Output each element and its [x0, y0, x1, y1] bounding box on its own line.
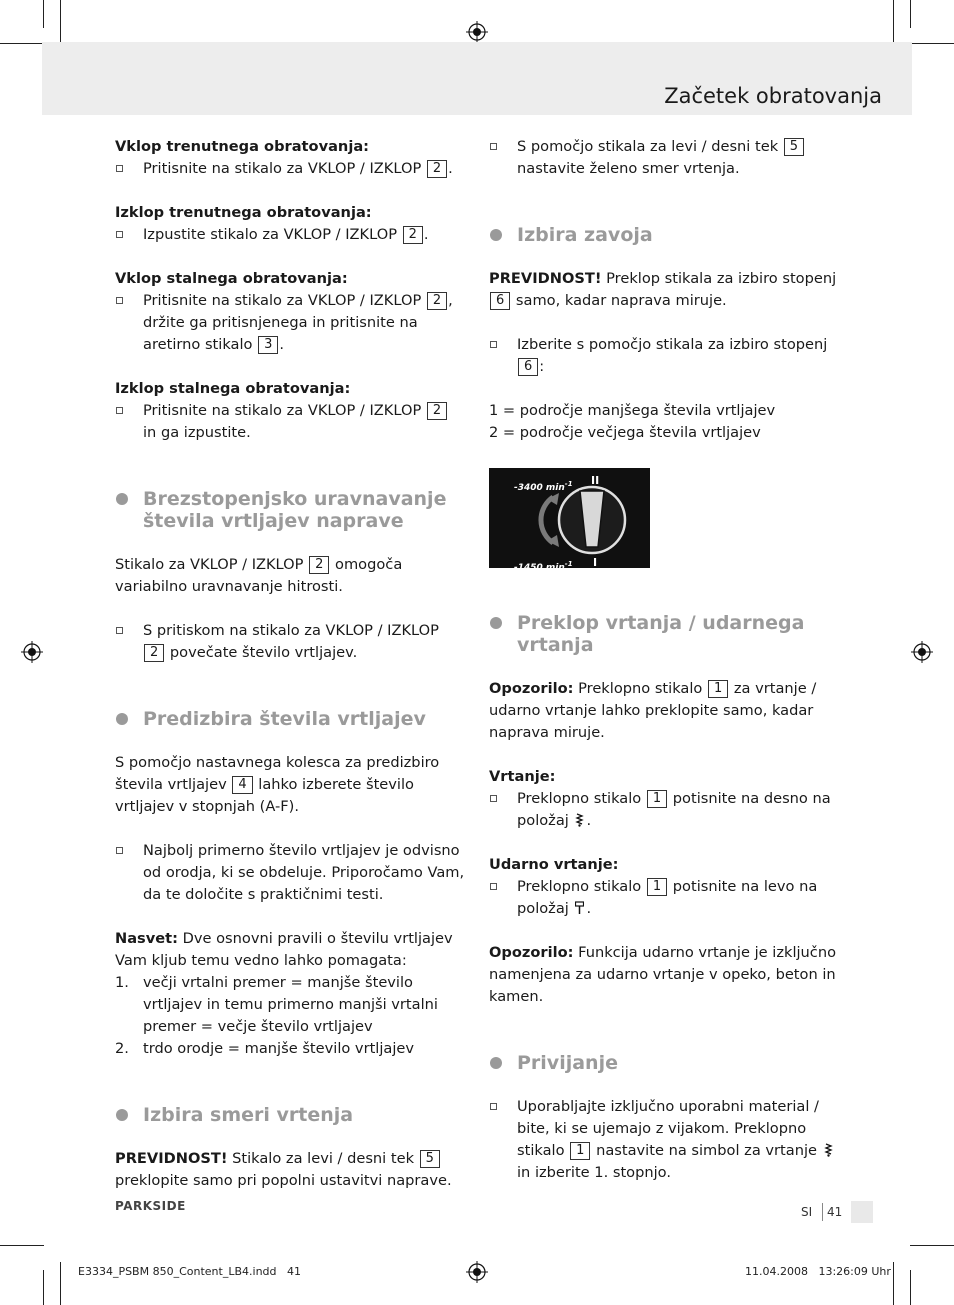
registration-mark-icon [21, 641, 43, 663]
page-title: Začetek obratovanja [664, 84, 882, 108]
crop-mark [60, 0, 61, 44]
figure-mark-top: II [591, 474, 600, 487]
part-number: 2 [427, 160, 447, 178]
footer-divider [822, 1203, 823, 1221]
crop-mark [910, 0, 911, 28]
language-code: SI [801, 1205, 813, 1219]
figure-mark-bottom: I [593, 556, 598, 569]
section-heading: Izbira smeri vrtenja [115, 1104, 465, 1126]
tip-paragraph: Nasvet: Dve osnovni pravili o številu vrtljajev Vam kljub temu vedno lahko pomagata: [115, 930, 453, 969]
section-heading: Privijanje [489, 1052, 841, 1074]
crop-mark [893, 0, 894, 44]
checkbox-bullet-icon [116, 627, 123, 634]
section-heading: Brezstopenjsko uravnavanje števila vrtljajev naprave [115, 488, 465, 532]
print-slug-file: E3334_PSBM 850_Content_LB4.indd 41 [78, 1265, 301, 1278]
section-heading: Predizbira števila vrtljajev [115, 708, 465, 730]
brand-logo: PARKSIDE [115, 1199, 186, 1213]
list-item: Izpustite stikalo za VKLOP / IZKLOP 2 . [115, 224, 465, 246]
drill-bit-icon [575, 813, 584, 827]
gear-selector-figure [489, 468, 650, 573]
checkbox-bullet-icon [116, 231, 123, 238]
crop-mark [910, 1245, 954, 1246]
list-item: Najbolj primerno število vrtljajev je odvisno od orodja, ki se obdeluje. Priporočamo Vam, da te določite s praktičnimi testi. [115, 840, 465, 906]
part-number: 2 [309, 556, 329, 574]
list-item: Preklopno stikalo 1 potisnite na desno na položaj . [489, 788, 841, 832]
crop-mark [910, 43, 954, 44]
checkbox-bullet-icon [490, 341, 497, 348]
crop-mark [60, 1262, 61, 1305]
paragraph: Opozorilo: Preklopno stikalo 1 za vrtanje / udarno vrtanje lahko preklopite samo, kadar naprava miruje. [489, 680, 817, 741]
crop-mark [43, 0, 44, 28]
list-item: Izberite s pomočjo stikala za izbiro stopenj 6 : [489, 334, 841, 378]
paragraph: PREVIDNOST! Preklop stikala za izbiro stopenj 6 samo, kadar naprava miruje. [489, 270, 837, 309]
gear-line: 2 = področje večjega števila vrtljajev [489, 424, 761, 441]
bullet-dot-icon [116, 493, 128, 505]
hammer-icon [575, 901, 584, 915]
section-heading: Preklop vrtanja / udarnega vrtanja [489, 612, 841, 656]
crop-mark [893, 1262, 894, 1305]
subheading: Vklop stalnega obratovanja: [115, 270, 348, 287]
list-item: Pritisnite na stikalo za VKLOP / IZKLOP 2 , držite ga pritisnjenega in pritisnite na aretirno stikalo 3 . [115, 290, 465, 356]
part-number: 6 [490, 292, 510, 310]
part-number: 5 [784, 138, 804, 156]
subheading: Vklop trenutnega obratovanja: [115, 138, 370, 155]
checkbox-bullet-icon [490, 1103, 497, 1110]
crop-mark [0, 1245, 44, 1246]
checkbox-bullet-icon [116, 407, 123, 414]
bullet-dot-icon [490, 229, 502, 241]
registration-mark-icon [911, 641, 933, 663]
footer-tab [851, 1201, 873, 1223]
part-number: 2 [427, 292, 447, 310]
list-item: S pomočjo stikala za levi / desni tek 5 nastavite želeno smer vrtenja. [489, 136, 841, 180]
checkbox-bullet-icon [490, 883, 497, 890]
part-number: 6 [518, 358, 538, 376]
part-number: 1 [708, 680, 728, 698]
subheading: Udarno vrtanje: [489, 856, 619, 873]
crop-mark [0, 43, 44, 44]
drill-bit-icon [824, 1143, 833, 1157]
registration-mark-icon [466, 1261, 488, 1283]
list-item: Pritisnite na stikalo za VKLOP / IZKLOP 2 . [115, 158, 465, 180]
registration-mark-icon [466, 21, 488, 43]
page-number: 41 [827, 1205, 843, 1219]
part-number: 1 [647, 878, 667, 896]
print-slug-date: 11.04.2008 13:26:09 Uhr [745, 1265, 891, 1278]
figure-label-top: -3400 $\min^{-1}$ [514, 480, 573, 493]
crop-mark [43, 1270, 44, 1305]
subheading: Izklop trenutnega obratovanja: [115, 204, 372, 221]
list-item: Preklopno stikalo 1 potisnite na levo na položaj . [489, 876, 841, 920]
right-column [489, 136, 841, 1184]
subheading: Vrtanje: [489, 768, 556, 785]
paragraph: S pomočjo nastavnega kolesca za predizbiro števila vrtljajev 4 lahko izberete število vrtljajev v stopnjah (A-F). [115, 754, 440, 815]
part-number: 3 [258, 336, 278, 354]
subheading: Izklop stalnega obratovanja: [115, 380, 351, 397]
list-item: Uporabljajte izključno uporabni material / bite, ki se ujemajo z vijakom. Preklopno stikalo 1 nastavite na simbol za vrtanje in izberite 1. stopnjo. [489, 1096, 841, 1184]
part-number: 5 [420, 1150, 440, 1168]
part-number: 2 [403, 226, 423, 244]
paragraph: PREVIDNOST! Stikalo za levi / desni tek 5 preklopite samo pri popolni ustavitvi naprave. [115, 1150, 452, 1189]
part-number: 2 [427, 402, 447, 420]
checkbox-bullet-icon [490, 795, 497, 802]
bullet-dot-icon [490, 1057, 502, 1069]
paragraph: Opozorilo: Funkcija udarno vrtanje je izključno namenjena za udarno vrtanje v opeko, beton in kamen. [489, 944, 837, 1005]
figure-label-bottom: -1450 $\min^{-1}$ [514, 560, 573, 573]
bullet-dot-icon [116, 713, 128, 725]
crop-mark [910, 1270, 911, 1305]
part-number: 1 [647, 790, 667, 808]
left-column [115, 136, 465, 1192]
bullet-dot-icon [116, 1109, 128, 1121]
list-item: 1. večji vrtalni premer = manjše število vrtljajev in temu primerno manjši vrtalni premer = večje število vrtljajev [115, 974, 438, 1035]
paragraph: Stikalo za VKLOP / IZKLOP 2 omogoča variabilno uravnavanje hitrosti. [115, 556, 403, 595]
part-number: 4 [232, 776, 252, 794]
checkbox-bullet-icon [116, 297, 123, 304]
bullet-dot-icon [490, 617, 502, 629]
gear-line: 1 = področje manjšega števila vrtljajev [489, 402, 776, 419]
section-heading: Izbira zavoja [489, 224, 841, 246]
part-number: 2 [144, 644, 164, 662]
list-item: Pritisnite na stikalo za VKLOP / IZKLOP 2 in ga izpustite. [115, 400, 465, 444]
checkbox-bullet-icon [116, 847, 123, 854]
checkbox-bullet-icon [490, 143, 497, 150]
gear-dial-icon [535, 485, 631, 555]
part-number: 1 [570, 1142, 590, 1160]
checkbox-bullet-icon [116, 165, 123, 172]
list-item: 2. trdo orodje = manjše število vrtljajev [115, 1040, 415, 1057]
list-item: S pritiskom na stikalo za VKLOP / IZKLOP 2 povečate število vrtljajev. [115, 620, 465, 664]
